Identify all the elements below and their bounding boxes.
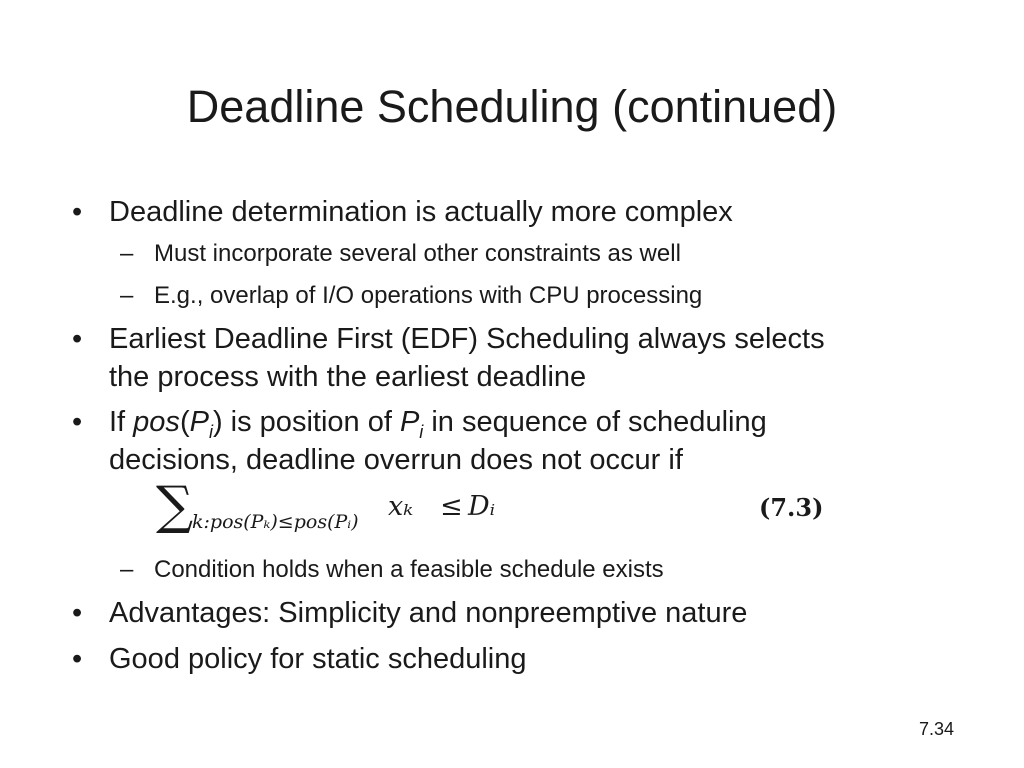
text-is-position-of: is position of xyxy=(222,406,400,438)
dash-marker: – xyxy=(120,240,134,267)
text-open-paren: ( xyxy=(179,406,190,438)
bullet-static-scheduling: Good policy for static scheduling xyxy=(109,643,527,675)
dash-marker: – xyxy=(120,556,134,583)
math-p: P xyxy=(399,406,420,438)
bullet-marker: • xyxy=(72,597,83,629)
bullet-marker: • xyxy=(72,196,83,228)
text-if: If xyxy=(109,406,134,438)
dash-marker: – xyxy=(120,282,134,309)
math-p: P xyxy=(189,406,209,438)
equation-number: (7.3) xyxy=(759,493,824,522)
sub-bullet-constraints: Must incorporate several other constraints as well xyxy=(154,240,681,267)
sub-bullet-feasible-schedule: Condition holds when a feasible schedule exists xyxy=(154,556,664,583)
sub-bullet-io-overlap: E.g., overlap of I/O operations with CPU processing xyxy=(154,282,703,309)
formula-7-3 xyxy=(150,476,830,552)
math-pos: pos xyxy=(133,406,180,438)
bullet-marker: • xyxy=(72,323,83,355)
leq-symbol: ≤ xyxy=(440,491,463,522)
slide-title: Deadline Scheduling (continued) xyxy=(186,81,838,132)
bullet-edf-line1: Earliest Deadline First (EDF) Scheduling always selects xyxy=(109,323,825,355)
bullet-marker: • xyxy=(72,406,83,438)
sum-subscript: k:pos(Pₖ)≤pos(Pᵢ) xyxy=(192,511,359,533)
text-close-paren: ) xyxy=(212,406,223,438)
text-in-sequence: in sequence of scheduling xyxy=(423,406,767,438)
sigma-symbol: ∑ xyxy=(156,476,194,536)
bullet-edf-line2: the process with the earliest deadline xyxy=(109,361,587,393)
bullet-deadline-determination: Deadline determination is actually more complex xyxy=(109,196,733,228)
bullet-advantages: Advantages: Simplicity and nonpreemptive nature xyxy=(109,597,748,629)
math-subscript-i: i xyxy=(208,421,213,442)
page-number: 7.34 xyxy=(918,719,954,739)
bullet-marker: • xyxy=(72,643,83,675)
bullet-position-line2: decisions, deadline overrun does not occur if xyxy=(109,444,683,476)
math-subscript-i: i xyxy=(419,421,424,442)
formula-rhs: Dᵢ xyxy=(468,491,496,522)
formula-lhs: xₖ xyxy=(388,491,414,522)
